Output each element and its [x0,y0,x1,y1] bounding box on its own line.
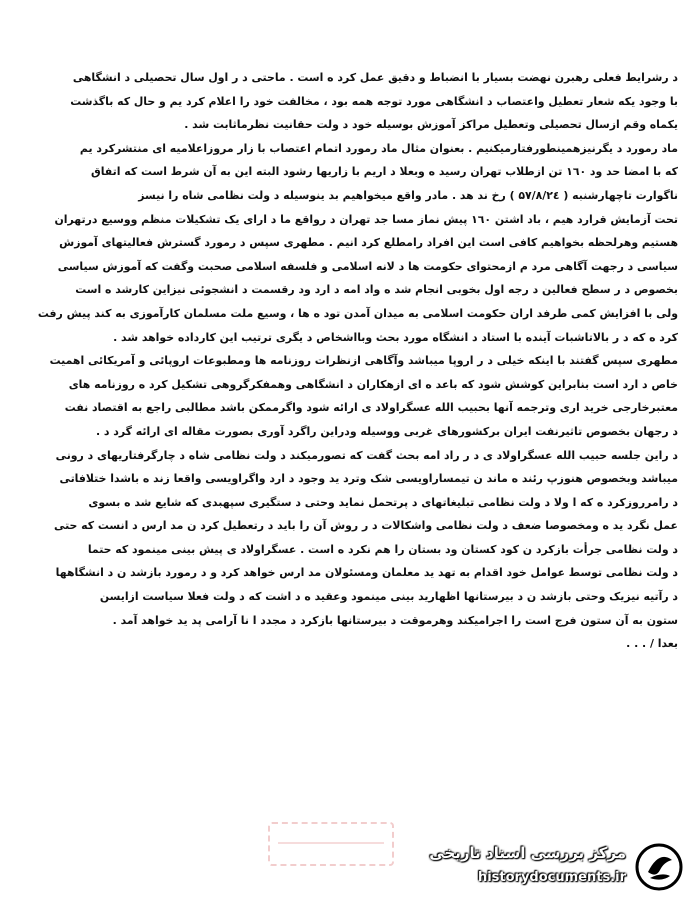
text-line: معتبرخارجی خرید اری وترجمه آنها بحبیب الله عسگراولاد ی ارائه شود واگرممکن باشد مطالبی راجع به اقتصاد نفت [64,401,678,415]
text-line: تحت آزمایش قرارد هیم ، باد اشتن ١٦٠ پیش نماز مسا جد تهران د رواقع ما د ارای یک تشکیلات منظم ووسیع درتهران [54,212,678,226]
text-line: هستیم وهرلحظه بخواهیم کافی است این افراد رامطلع کرد انیم . مطهری سپس د رمورد گسترش فعالیتهای آموزش [59,236,678,250]
text-line: بخصوص د ر سطح فعالین د رجه اول بخوبی انجام شد ه واد امه د ارد ود رقسمت د انشجوئی نیزاین کارشد ه است [75,283,678,297]
text-line: خاص د ارد است بنابراین کوشش شود که باعد ه ای ازهکاران د انشگاهی وهمفکرگروهی تشکیل کرد ه روزنامه های [68,377,678,391]
text-line: د راین جلسه حبیب الله عسگراولاد ی د ر راد امه بحث گفت که تصورمیکند د ولت نظامی شاه د چارگرفتاریهای د رونی [55,448,678,462]
text-line: عمل نگرد ید ه ومخصوصا ضعف د ولت نظامی واشکالات د ر روش آن را باید د رتعطیل کرد ن مد ارس د انست که حتی [54,519,678,533]
text-line: ناگوارت تاچهارشنبه ( ۵٧/٨/٢٤ ) رخ ند هد . مادر واقع میخواهیم بد ینوسیله د ولت نظامی شاه را نیسز [138,188,678,202]
continued-note: بعدا / . . . [626,637,678,651]
watermark-org-name: مرکز بررسی اسناد تاریخی [429,844,626,862]
text-line: کرد ه که د ر بالاتاشبات آینده با استاد د انشگاه مورد بحث وبااشخاص د یگری ترتیب این کارداده خواهد شد . [113,330,678,344]
text-line: سیاسی د رجهت آگاهی مرد م ازمحتوای حکومت ها د لانه اسلامی و فلسفه اسلامی صحبت وگفت که آموزش سیاسی [57,259,678,273]
text-line: ماد رمورد د یگرنیزهمینطورفتارمیکنیم . بعنوان مثال ماد رمورد اتمام اعتصاب با زار مروزاعلامیه ای منتشرکرد یم [79,141,678,155]
text-line: با وجود یکه شعار تعطیل واعتصاب د انشگاهی مورد توجه همه بود ، مخالفت خود را اعلام کرد یم و حال که باگذشت [70,94,678,108]
archive-logo-icon [634,842,684,892]
faded-stamp [268,822,394,866]
text-line: د ولت نظامی توسط عوامل خود اقدام به تهد ید معلمان ومسئولان مد ارس خواهد کرد و د رمورد بازشد ن د انشگاهها [55,566,678,580]
text-line: که با امضا حد ود ١٦٠ تن ازطلاب تهران رسید ه وبعلا د اریم با زاریها رشود البته این به آن شرط است که اتفاق [90,165,678,179]
text-line: د رآتیه نیزیک وحتی بازشد ن د بیرستانها اظهارید بینی مینمود وعقید ه د اشت که د ولت فعلا سیاست ازایسن [99,590,678,604]
text-line: د رشرایط فعلی رهبرن نهضت بسیار با انضباط و دقیق عمل کرد ه است . ماحتی د ر اول سال تحصیلی د انشگاهی [72,71,678,84]
text-line: مطهری سپس گفتند با اینکه خیلی د ر اروپا میباشد وآگاهی ازنظرات روزنامه ها ومطبوعات اروپائی و آمریکائی اهمیت [49,354,678,368]
text-line: یکماه وقم ازسال تحصیلی وتعطیل مراکز آموزش بوسیله خود د ولت حقانیت نظرماثابت شد . [184,118,678,132]
document-body [30,66,678,656]
text-line: د رامرروزکرد ه که ا ولا د ولت نظامی تبلیغاتهای د پرتحمل نماید وحتی د ستگیری سپهبدی که شایع شد ه بسوی [88,495,678,509]
text-line: د رجهان بخصوص تاثیرنفت ایران برکشورهای غربی ووسیله ودراین راگرد آوری بصورت مقاله ای ارائه گرد د . [95,424,678,438]
watermark-url: historydocuments.ir [477,870,626,885]
archive-watermark [410,838,690,898]
text-line: ستون به آن ستون فرج است را اجرامیکند وهرموقت د بیرستانها بازکرد د مجدد ا نا آرامی پد ید خواهد آمد . [112,613,678,627]
text-line: ولی با افزایش کمی طرفد اران حکومت اسلامی به میدان آمدن تود ه ها ، وسیع ملت مسلمان کارآموزی به کند پیش رفت [37,306,678,320]
text-line: د ولت نظامی جرأت بازکرد ن کود کستان ود بستان را هم نکرد ه است . عسگراولاد ی پیش بینی مینمود که حتما [87,542,678,556]
text-line: میباشد وبخصوص هنوزپ رئند ه ماند ن تیمساراویسی شک وترد ید وجود د ارد واگراویسی واقعا زند ه باشدا ختلافاتی [59,472,678,486]
